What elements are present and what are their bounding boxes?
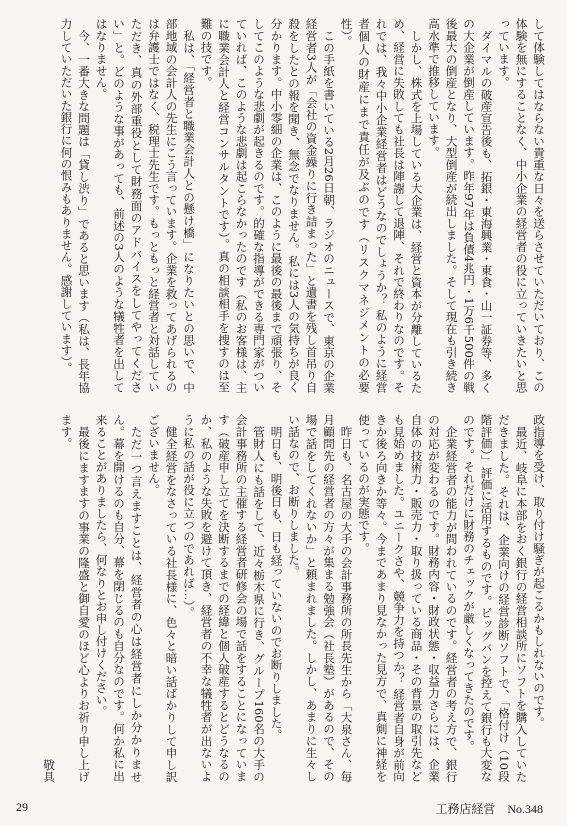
paragraph: 今、一番大きな問題は「貸し渋り」であると思います（私は、長年協力していただいた銀行に何の恨みもありません。感謝しています）。 bbox=[59, 18, 91, 393]
paragraph: 最後にますますの事業の隆盛と御自愛のほど心よりお祈り申し上げます。 bbox=[59, 414, 91, 782]
paragraph: 企業経営者の能力が問われているのです。経営者の考え方で、銀行の対応が変わるのです。財務内容・財政状態・収益力さらには、企業自体の技術力・販売力・取り扱っている商品・その背景の取引先なども見始めました。ユニークさや、競争力を持つか？ 経営者自身が前向きか後ろ向きか等々。今まであまり見なかった見方で、真剣に神経を使っているのが実態です。 bbox=[357, 414, 459, 782]
paragraph: 政指導を受け、取り付け騒ぎが起こるかもしれないのです。 bbox=[532, 414, 546, 729]
paragraph: 私は、「経営者と職業会計人との懸け橋」になりたいとの思いで、中部地域の会計人の先生にこう言っています。企業を救ってあげられるのは弁護士ではなく、税理士先生です。もっともっと経営者と対話していただき、真の外部重役として財務面のアドバイスをしてやってください」と。どのような事があっても、前述の3人のような犠牲者を出してはなりません。 bbox=[94, 18, 196, 393]
paragraph: ただ一つ言えますことは、経営者の心は経営者にしか分かりません。幕を開けるのも自分、幕を閉じるのも自分なのです。何か私に出来ることがありましたら、何なりとお申し付けください。 bbox=[94, 414, 144, 782]
page-footer bbox=[16, 800, 543, 818]
article-lower-block bbox=[19, 414, 547, 782]
paragraph: 管財人にも話をして、近々栃木県に行き、グループ160名の大手の会計事務所の主催する経営者研修会の場で話をすることになっています（破産申し立てを決断するまでの経緯と個人破産するとどうなるのか、私のような失敗を避けて頂き、経営者の不幸な犠牲者が出ないように私の話が役に立つのであれば…）。 bbox=[182, 414, 266, 782]
signoff: 敬具 bbox=[42, 758, 56, 782]
page-number: 29 bbox=[16, 800, 28, 814]
paragraph: 最近、岐阜に本部をおく銀行の経営相談所にソフトを購入していただきました。それは、企業向けの経営診断ソフトで、「格付け（10段階評価）」評価に活用するものです。ビッグバンを控えて銀行も大変なのです。それだけに財務のチェックが厳しくなってきたのです。 bbox=[462, 414, 529, 782]
article-upper-block bbox=[19, 18, 547, 393]
paragraph: 明日も、明後日も、日も経っていないのでお断りしました。 bbox=[269, 425, 284, 741]
paragraph: この手紙を書いている2月26日朝、ラジオのニュースで、東京の企業経営者3人が「会社の資金繰りに行き詰まった」と遺書を残し首吊り自殺をしたとの報を聞き、無念でなりません。私には3人の気持ちが良く分かります。中小零細の企業は、このように最後の最後まで頑張り、そしてこのような悲劇が起きるのです。的確な指導ができる専門家がついていれば、このような悲劇は起こらなかったのです（私のお客様は、主に職業会計人と経営コンサルタントです）。真の相談相手を捜すのは至難の技です。 bbox=[199, 18, 336, 393]
paragraph: 健全経営をなさっている社長様に、色々と暗い話ばかりして申し訳ございません。 bbox=[147, 414, 179, 782]
paragraph: して体験してはならない貴重な日々を送らさせていただいており、この体験を無にすることなく、中小企業の経営者の役に立っていきたいと思っています。 bbox=[497, 18, 546, 393]
paragraph: しかし、株式を上場している大企業は、経営と資本が分離しているため、経営に失敗しても社長は陣謝して退陣、それで終わりなのです。それでは、我々中小企業経営者はどうなのでしょうか？ 私のように経営者個人の財産にまで責任が及ぶのです（リスクマネジメントの必要性）。 bbox=[339, 18, 424, 393]
publication-title: 工務店経営 No.348 bbox=[435, 802, 543, 816]
paragraph: ダイマルの破産宣告後も、拓銀・東海興業・東食・山一証券等、多くの大企業が倒産しています。昨年97年は負債4兆円・1万6千500件の戦後最大の倒産となり、大型倒産が続出しました。そして現在も引き続き高水準で推移しています。 bbox=[427, 18, 494, 393]
paragraph: 昨日も、名古屋の大手の会計事務所の所長先生から「大泉さん、毎月顧問先の経営者の方々が集まる勉強会（社長塾）があるので、その場で話をしてくれないか」と頼まれました。しかし、あまりに生々しい話なので、お断りしました。 bbox=[287, 414, 354, 782]
